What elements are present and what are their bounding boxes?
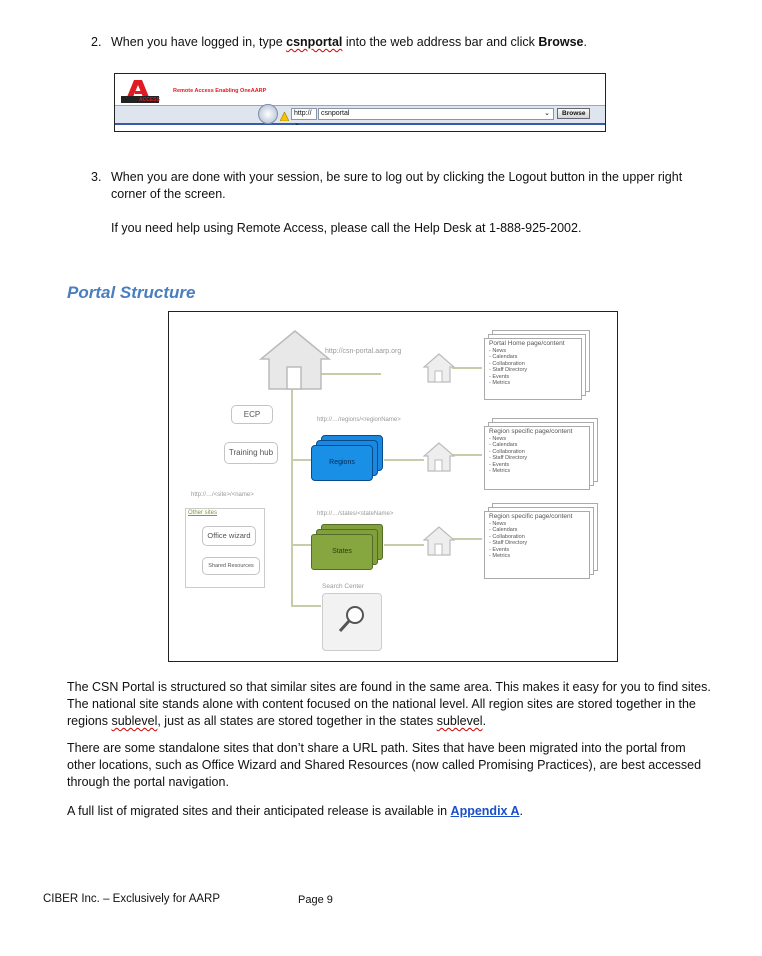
- content-item: - Events: [489, 461, 510, 468]
- office-wizard-box: Office wizard: [202, 526, 256, 546]
- content-item: - Metrics: [489, 468, 511, 474]
- step-3-number: 3.: [91, 170, 102, 184]
- protocol-label: http://: [294, 110, 312, 117]
- step-3-line-1: When you are done with your session, be sure to log out by clicking the Logout button in the upper right: [111, 170, 683, 184]
- home-page-line: [452, 367, 482, 369]
- content-item: - Staff Directory: [489, 455, 528, 461]
- protocol-select[interactable]: [291, 108, 317, 127]
- url-input[interactable]: [318, 108, 554, 120]
- para-3-text: A full list of migrated sites and their anticipated release is available in: [67, 804, 451, 818]
- para-3: [67, 803, 523, 820]
- para-2-line-2: other locations, such as Office Wizard and Shared Resources (now called Promising Practices), are best accessed: [67, 758, 702, 772]
- step-2-text: [111, 34, 587, 51]
- para-1-text-e: .: [482, 714, 487, 728]
- para-1-text-c: , just as all states are stored together in the states: [157, 714, 437, 728]
- step-2-text-end: .: [583, 35, 587, 49]
- house-icon: [259, 329, 331, 396]
- regions-box: Regions: [311, 445, 373, 481]
- region-content-page: [484, 426, 590, 490]
- home-page-house-icon: [423, 353, 455, 388]
- state-content-title: Region specific page/content: [489, 513, 573, 520]
- back-button-icon[interactable]: [258, 104, 278, 124]
- home-content-page: [484, 338, 582, 400]
- content-item: - Collaboration: [489, 448, 525, 455]
- shared-resources-box: Shared Resources: [202, 557, 260, 575]
- sites-url: http://…/<site>/<name>: [191, 492, 254, 498]
- region-page-line: [452, 454, 482, 456]
- content-item: - Metrics: [489, 380, 511, 386]
- content-item: - Metrics: [489, 553, 511, 559]
- magnifier-icon: [337, 604, 367, 639]
- content-item: - Events: [489, 546, 510, 553]
- help-desk-text: If you need help using Remote Access, please call the Help Desk at 1-888-925-2002.: [111, 221, 582, 235]
- other-sites-label: Other sites: [188, 510, 218, 516]
- home-content-list: [485, 339, 581, 389]
- banner-text: Remote Access Enabling OneAARP: [173, 88, 267, 94]
- states-to-page-line: [384, 544, 424, 546]
- para-1-line-2: The national site stands alone with content focused on the national level. All region sites are stored together in the: [67, 697, 696, 711]
- sublevel-word: sublevel: [111, 714, 158, 728]
- regions-url: http://…/regions/<regionName>: [317, 417, 401, 423]
- regions-to-page-line: [384, 459, 424, 461]
- sublevel-word: sublevel: [436, 714, 483, 728]
- portal-structure-diagram: [168, 311, 618, 662]
- step-3-line-2: corner of the screen.: [111, 187, 226, 201]
- step-2-action: Browse: [538, 35, 584, 49]
- para-2-line-1: There are some standalone sites that don’t share a URL path. Sites that have been migrated into the portal from: [67, 741, 686, 755]
- states-box: States: [311, 534, 373, 570]
- state-page-house-icon: [423, 526, 455, 561]
- region-page-house-icon: [423, 442, 455, 477]
- region-content-title: Region specific page/content: [489, 428, 573, 435]
- content-item: - Staff Directory: [489, 540, 528, 546]
- state-content-page: [484, 511, 590, 579]
- home-url: http://csn-portal.aarp.org: [325, 348, 402, 355]
- content-item: - News: [489, 435, 507, 442]
- content-item: - Calendars: [489, 354, 518, 360]
- search-center-label: Search Center: [322, 583, 364, 590]
- search-connector: [291, 605, 321, 607]
- step-2-text-start: When you have logged in, type: [111, 35, 287, 49]
- step-2-number: 2.: [91, 35, 102, 49]
- other-sites-group: [185, 508, 265, 588]
- browser-screenshot: [114, 73, 606, 132]
- content-item: - Events: [489, 373, 510, 380]
- states-url: http://…/states/<stateName>: [317, 511, 394, 517]
- para-1-line-3: [67, 713, 486, 730]
- step-2-text-middle: into the web address bar and click: [342, 35, 539, 49]
- step-2-term: csnportal: [286, 35, 343, 49]
- regions-connector: [291, 459, 311, 461]
- url-input-value: csnportal: [321, 110, 350, 117]
- training-hub-box: Training hub: [224, 442, 278, 464]
- home-content-title: Portal Home page/content: [489, 340, 565, 347]
- footer-company: CIBER Inc. – Exclusively for AARP: [43, 893, 221, 905]
- para-2-line-3: through the portal navigation.: [67, 775, 229, 789]
- browse-button[interactable]: Browse: [557, 108, 590, 119]
- para-3-end: .: [519, 804, 524, 818]
- footer-page-number: Page 9: [298, 894, 333, 906]
- vertical-connector: [291, 387, 293, 607]
- search-center-panel: [322, 593, 382, 651]
- url-dropdown-icon[interactable]: ⌄: [544, 110, 550, 117]
- region-content-pages: [484, 418, 602, 494]
- content-item: - Calendars: [489, 442, 518, 448]
- chevron-down-icon: ⌄: [294, 120, 300, 127]
- warning-icon: [280, 108, 289, 117]
- states-connector: [291, 544, 311, 546]
- content-item: - Collaboration: [489, 533, 525, 540]
- content-item: - Staff Directory: [489, 367, 528, 373]
- content-item: - News: [489, 520, 507, 527]
- home-content-pages: [484, 330, 594, 400]
- logo-subtext: ACCESS: [139, 97, 160, 103]
- para-1-text-a: regions: [67, 714, 112, 728]
- appendix-a-link[interactable]: Appendix A: [450, 804, 520, 818]
- state-content-list: [485, 512, 589, 562]
- content-item: - News: [489, 347, 507, 354]
- section-heading: Portal Structure: [67, 283, 196, 302]
- aarp-access-logo: [121, 78, 159, 108]
- content-item: - Collaboration: [489, 360, 525, 367]
- state-page-line: [452, 538, 482, 540]
- state-content-pages: [484, 503, 602, 579]
- region-content-list: [485, 427, 589, 477]
- address-bar-strip: [115, 105, 605, 125]
- ecp-box: ECP: [231, 405, 273, 424]
- para-1-line-1: The CSN Portal is structured so that similar sites are found in the same area. This makes it easy for you to find sites.: [67, 680, 711, 694]
- content-item: - Calendars: [489, 527, 518, 533]
